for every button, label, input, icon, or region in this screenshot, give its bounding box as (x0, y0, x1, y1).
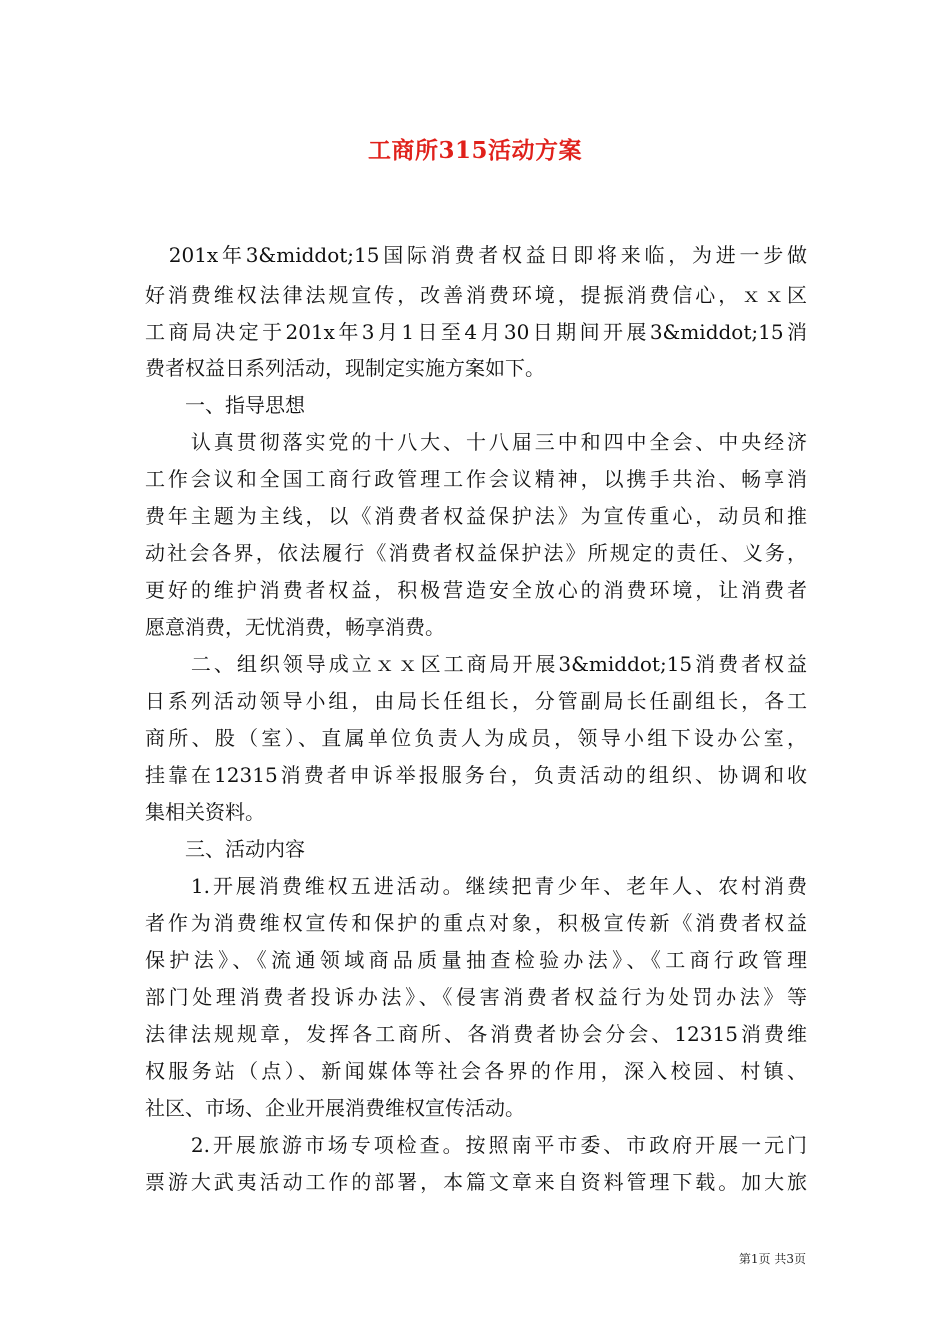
body-line: 费者权益日系列活动，现制定实施方案如下。 (145, 356, 545, 380)
body-line: 201x年3&middot;15国际消费者权益日即将来临，为进一步做 (145, 243, 807, 267)
body-line: 权服务站（点）、新闻媒体等社会各界的作用，深入校园、村镇、 (145, 1059, 807, 1083)
body-line: 部门处理消费者投诉办法》、《侵害消费者权益行为处罚办法》等 (145, 985, 807, 1009)
document-title: 工商所315活动方案 (367, 137, 582, 164)
body-line: 愿意消费，无忧消费，畅享消费。 (145, 615, 445, 639)
body-line: 挂靠在12315消费者申诉举报服务台，负责活动的组织、协调和收 (145, 763, 807, 787)
body-line: 商所、股（室）、直属单位负责人为成员，领导小组下设办公室， (145, 726, 807, 750)
body-line: 二、组织领导成立ｘｘ区工商局开展3&middot;15消费者权益 (145, 652, 807, 676)
body-line: 者作为消费维权宣传和保护的重点对象，积极宣传新《消费者权益 (145, 911, 807, 935)
body-line: 1.开展消费维权五进活动。继续把青少年、老年人、农村消费 (145, 874, 807, 898)
body-line: 日系列活动领导小组，由局长任组长，分管副局长任副组长，各工 (145, 689, 807, 713)
body-line: 集相关资料。 (145, 800, 265, 824)
body-line: 费年主题为主线，以《消费者权益保护法》为宣传重心，动员和推 (145, 504, 807, 528)
body-line: 法律法规规章，发挥各工商所、各消费者协会分会、12315消费维 (145, 1022, 807, 1046)
body-line: 工商局决定于201x年3月1日至4月30日期间开展3&middot;15消 (145, 320, 807, 344)
body-line: 认真贯彻落实党的十八大、十八届三中和四中全会、中央经济 (145, 430, 807, 454)
body-line: 更好的维护消费者权益，积极营造安全放心的消费环境，让消费者 (145, 578, 807, 602)
body-line: 保护法》、《流通领域商品质量抽查检验办法》、《工商行政管理 (145, 948, 807, 972)
body-line: 2.开展旅游市场专项检查。按照南平市委、市政府开展一元门 (145, 1133, 807, 1157)
body-line: 社区、市场、企业开展消费维权宣传活动。 (145, 1096, 525, 1120)
body-line: 动社会各界，依法履行《消费者权益保护法》所规定的责任、义务， (145, 541, 807, 565)
body-line: 好消费维权法律法规宣传，改善消费环境，提振消费信心，ｘｘ区 (145, 283, 807, 307)
body-line: 工作会议和全国工商行政管理工作会议精神，以携手共治、畅享消 (145, 467, 807, 491)
section-heading: 三、活动内容 (145, 837, 305, 861)
body-line: 票游大武夷活动工作的部署，本篇文章来自资料管理下载。加大旅 (145, 1170, 807, 1194)
section-heading: 一、指导思想 (145, 393, 305, 417)
page-number-footer: 第1页 共3页 (738, 1252, 806, 1266)
